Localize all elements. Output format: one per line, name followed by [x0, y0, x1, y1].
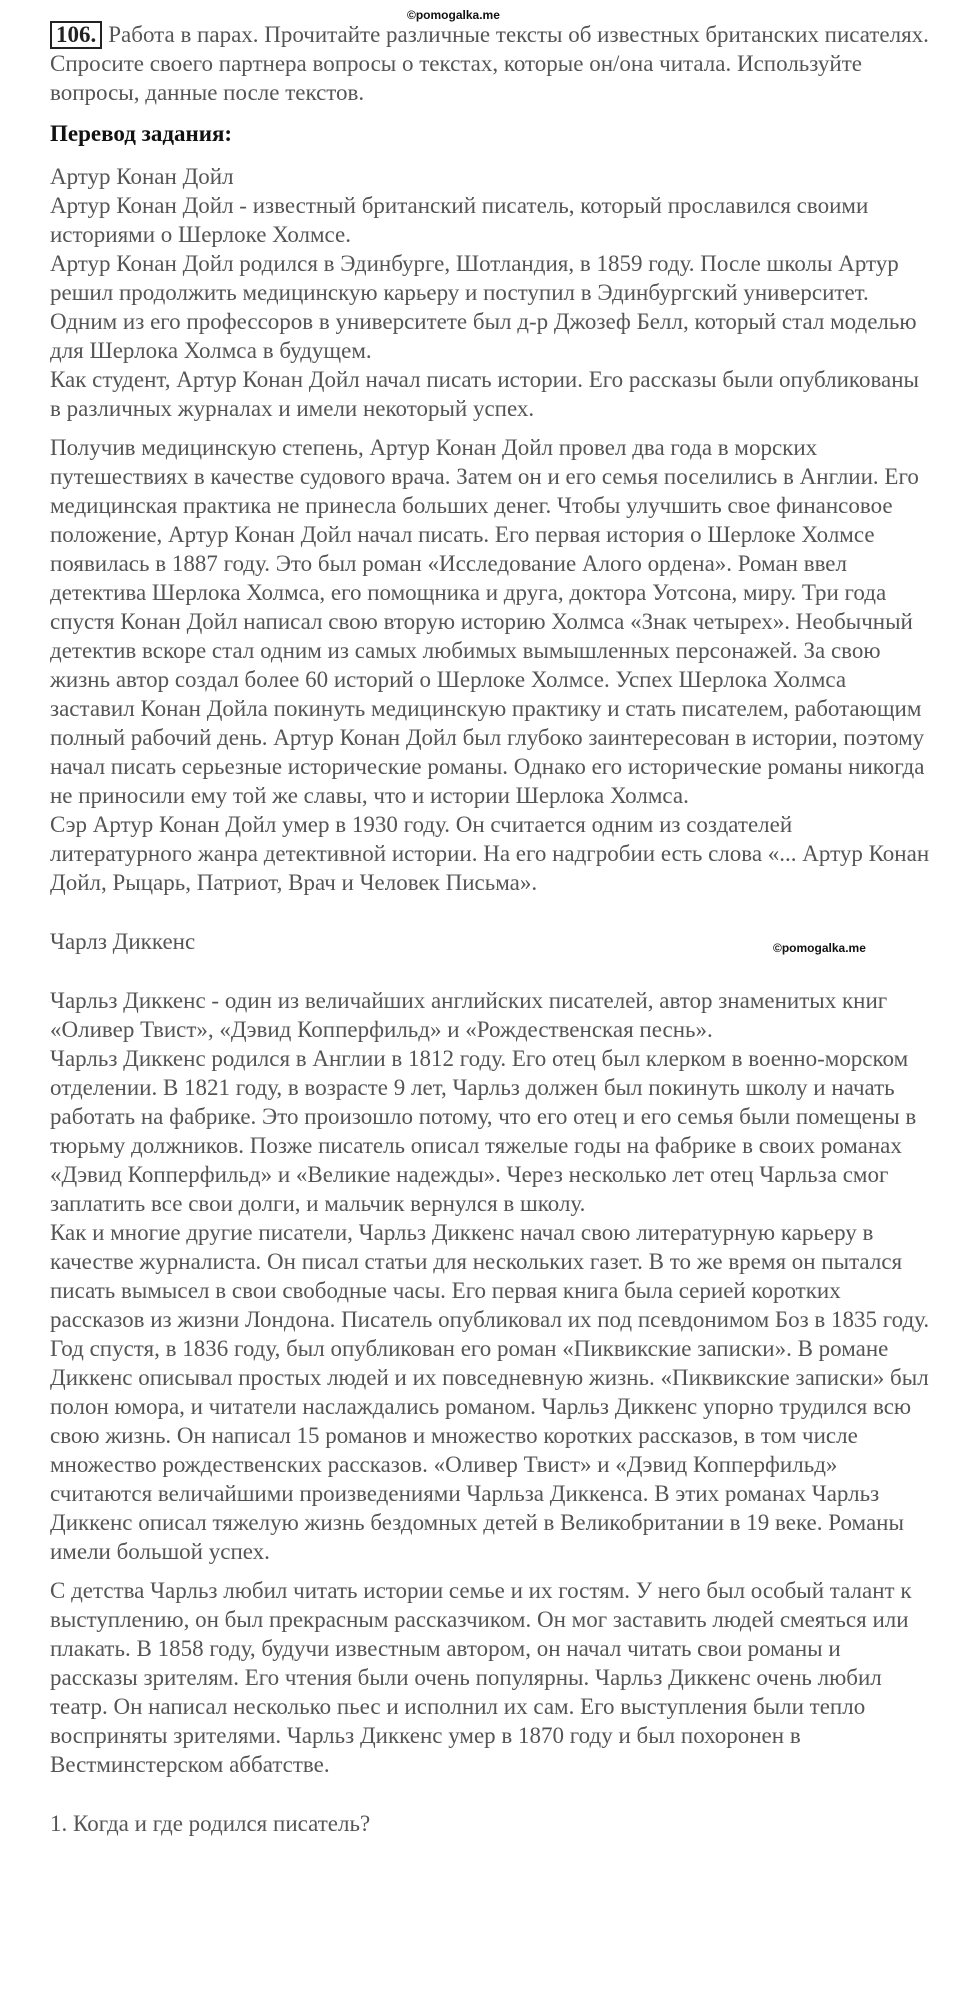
- dickens-paragraph-3: Как и многие другие писатели, Чарльз Диккенс начал свою литературную карьеру в качестве журналиста. Он писал статьи для нескольких газет. В то же время он пытался писать вымысел в свои свободные часы. Его первая книга была серией коротких рассказов из жизни Лондона. Писатель опубликовал их под псевдонимом Боз в 1835 году.: [50, 1220, 930, 1332]
- spacer: [50, 897, 930, 927]
- doyle-paragraph-4: Получив медицинскую степень, Артур Конан Дойл провел два года в морских путешествиях в качестве судового врача. Затем он и его семья поселились в Англии. Его медицинская практика не принесла больших денег. Чтобы улучшить свое финансовое положение, Артур Конан Дойл начал писать. Его первая история о Шерлоке Холмсе появилась в 1887 году. Это был роман «Исследование Алого ордена». Роман ввел детектива Шерлока Холмса, его помощника и друга, доктора Уотсона, миру. Три года спустя Конан Дойл написал свою вторую историю Холмса «Знак четырех». Необычный детектив вскоре стал одним из самых любимых вымышленных персонажей. За свою жизнь автор создал более 60 историй о Шерлоке Холмсе. Успех Шерлока Холмса заставил Конан Дойла покинуть медицинскую практику и стать писателем, работающим полный рабочий день. Артур Конан Дойл был глубоко заинтересован в истории, поэтому начал писать серьезные исторические романы. Однако его исторические романы никогда не приносили ему той же славы, что и истории Шерлока Холмса.: [50, 435, 925, 808]
- task-text: Работа в парах. Прочитайте различные тексты об известных британских писателях. Спросите своего партнера вопросы о текстах, которые он/она читала. Используйте вопросы, данные после текстов.: [50, 22, 929, 105]
- question-1: 1. Когда и где родился писатель?: [50, 1811, 371, 1836]
- dickens-paragraph-1: Чарльз Диккенс - один из величайших английских писателей, автор знаменитых книг «Оливер Твист», «Дэвид Копперфильд» и «Рождественская песнь».: [50, 988, 888, 1042]
- doyle-paragraph-2: Артур Конан Дойл родился в Эдинбурге, Шотландия, в 1859 году. После школы Артур решил продолжить медицинскую карьеру и поступил в Эдинбургский университет. Одним из его профессоров в университете был д-р Джозеф Белл, который стал моделью для Шерлока Холмса в будущем.: [50, 251, 917, 363]
- dickens-paragraph-2: Чарльз Диккенс родился в Англии в 1812 году. Его отец был клерком в военно-морском отделении. В 1821 году, в возрасте 9 лет, Чарльз должен был покинуть школу и начать работать на фабрике. Это произошло потому, что его отец и его семья были помещены в тюрьму должников. Позже писатель описал тяжелые годы на фабрике в своих романах «Дэвид Копперфильд» и «Великие надежды». Через несколько лет отец Чарльза смог заплатить все свои долги, и мальчик вернулся в школу.: [50, 1046, 917, 1216]
- dickens-title: Чарлз Диккенс: [50, 929, 196, 954]
- translation-heading: Перевод задания:: [50, 121, 233, 146]
- spacer: [50, 1566, 930, 1576]
- spacer: [50, 423, 930, 433]
- task-statement: [50, 20, 930, 107]
- doyle-paragraph-1: Артур Конан Дойл - известный британский писатель, который прославился своими историями о Шерлоке Холмсе.: [50, 193, 869, 247]
- watermark-middle: ©pomogalka.me: [773, 941, 866, 955]
- watermark-top: ©pomogalka.me: [407, 8, 500, 22]
- doyle-paragraph-3: Как студент, Артур Конан Дойл начал писать истории. Его рассказы были опубликованы в различных журналах и имели некоторый успех.: [50, 367, 919, 421]
- doyle-paragraph-5: Сэр Артур Конан Дойл умер в 1930 году. Он считается одним из создателей литературного жанра детективной истории. На его надгробии есть слова «... Артур Конан Дойл, Рыцарь, Патриот, Врач и Человек Письма».: [50, 812, 930, 895]
- dickens-paragraph-5: С детства Чарльз любил читать истории семье и их гостям. У него был особый талант к выступлению, он был прекрасным рассказчиком. Он мог заставить людей смеяться или плакать. В 1858 году, будучи известным автором, он начал читать свои романы и рассказы зрителям. Его чтения были очень популярны. Чарльз Диккенс очень любил театр. Он написал несколько пьес и исполнил их сам. Его выступления были тепло восприняты зрителями. Чарльз Диккенс умер в 1870 году и был похоронен в Вестминстерском аббатстве.: [50, 1578, 912, 1777]
- page-content: [50, 20, 930, 1838]
- task-number: 106.: [50, 21, 102, 49]
- spacer: [50, 1779, 930, 1809]
- dickens-paragraph-4: Год спустя, в 1836 году, был опубликован его роман «Пиквикские записки». В романе Диккенс описывал простых людей и их повседневную жизнь. «Пиквикские записки» был полон юмора, и читатели наслаждались романом. Чарльз Диккенс упорно трудился всю свою жизнь. Он написал 15 романов и множество коротких рассказов, в том числе множество рождественских рассказов. «Оливер Твист» и «Дэвид Копперфильд» считаются величайшими произведениями Чарльза Диккенса. В этих романах Чарльз Диккенс описал тяжелую жизнь бездомных детей в Великобритании в 19 веке. Романы имели большой успех.: [50, 1336, 929, 1564]
- spacer: [50, 956, 930, 986]
- doyle-title: Артур Конан Дойл: [50, 164, 234, 189]
